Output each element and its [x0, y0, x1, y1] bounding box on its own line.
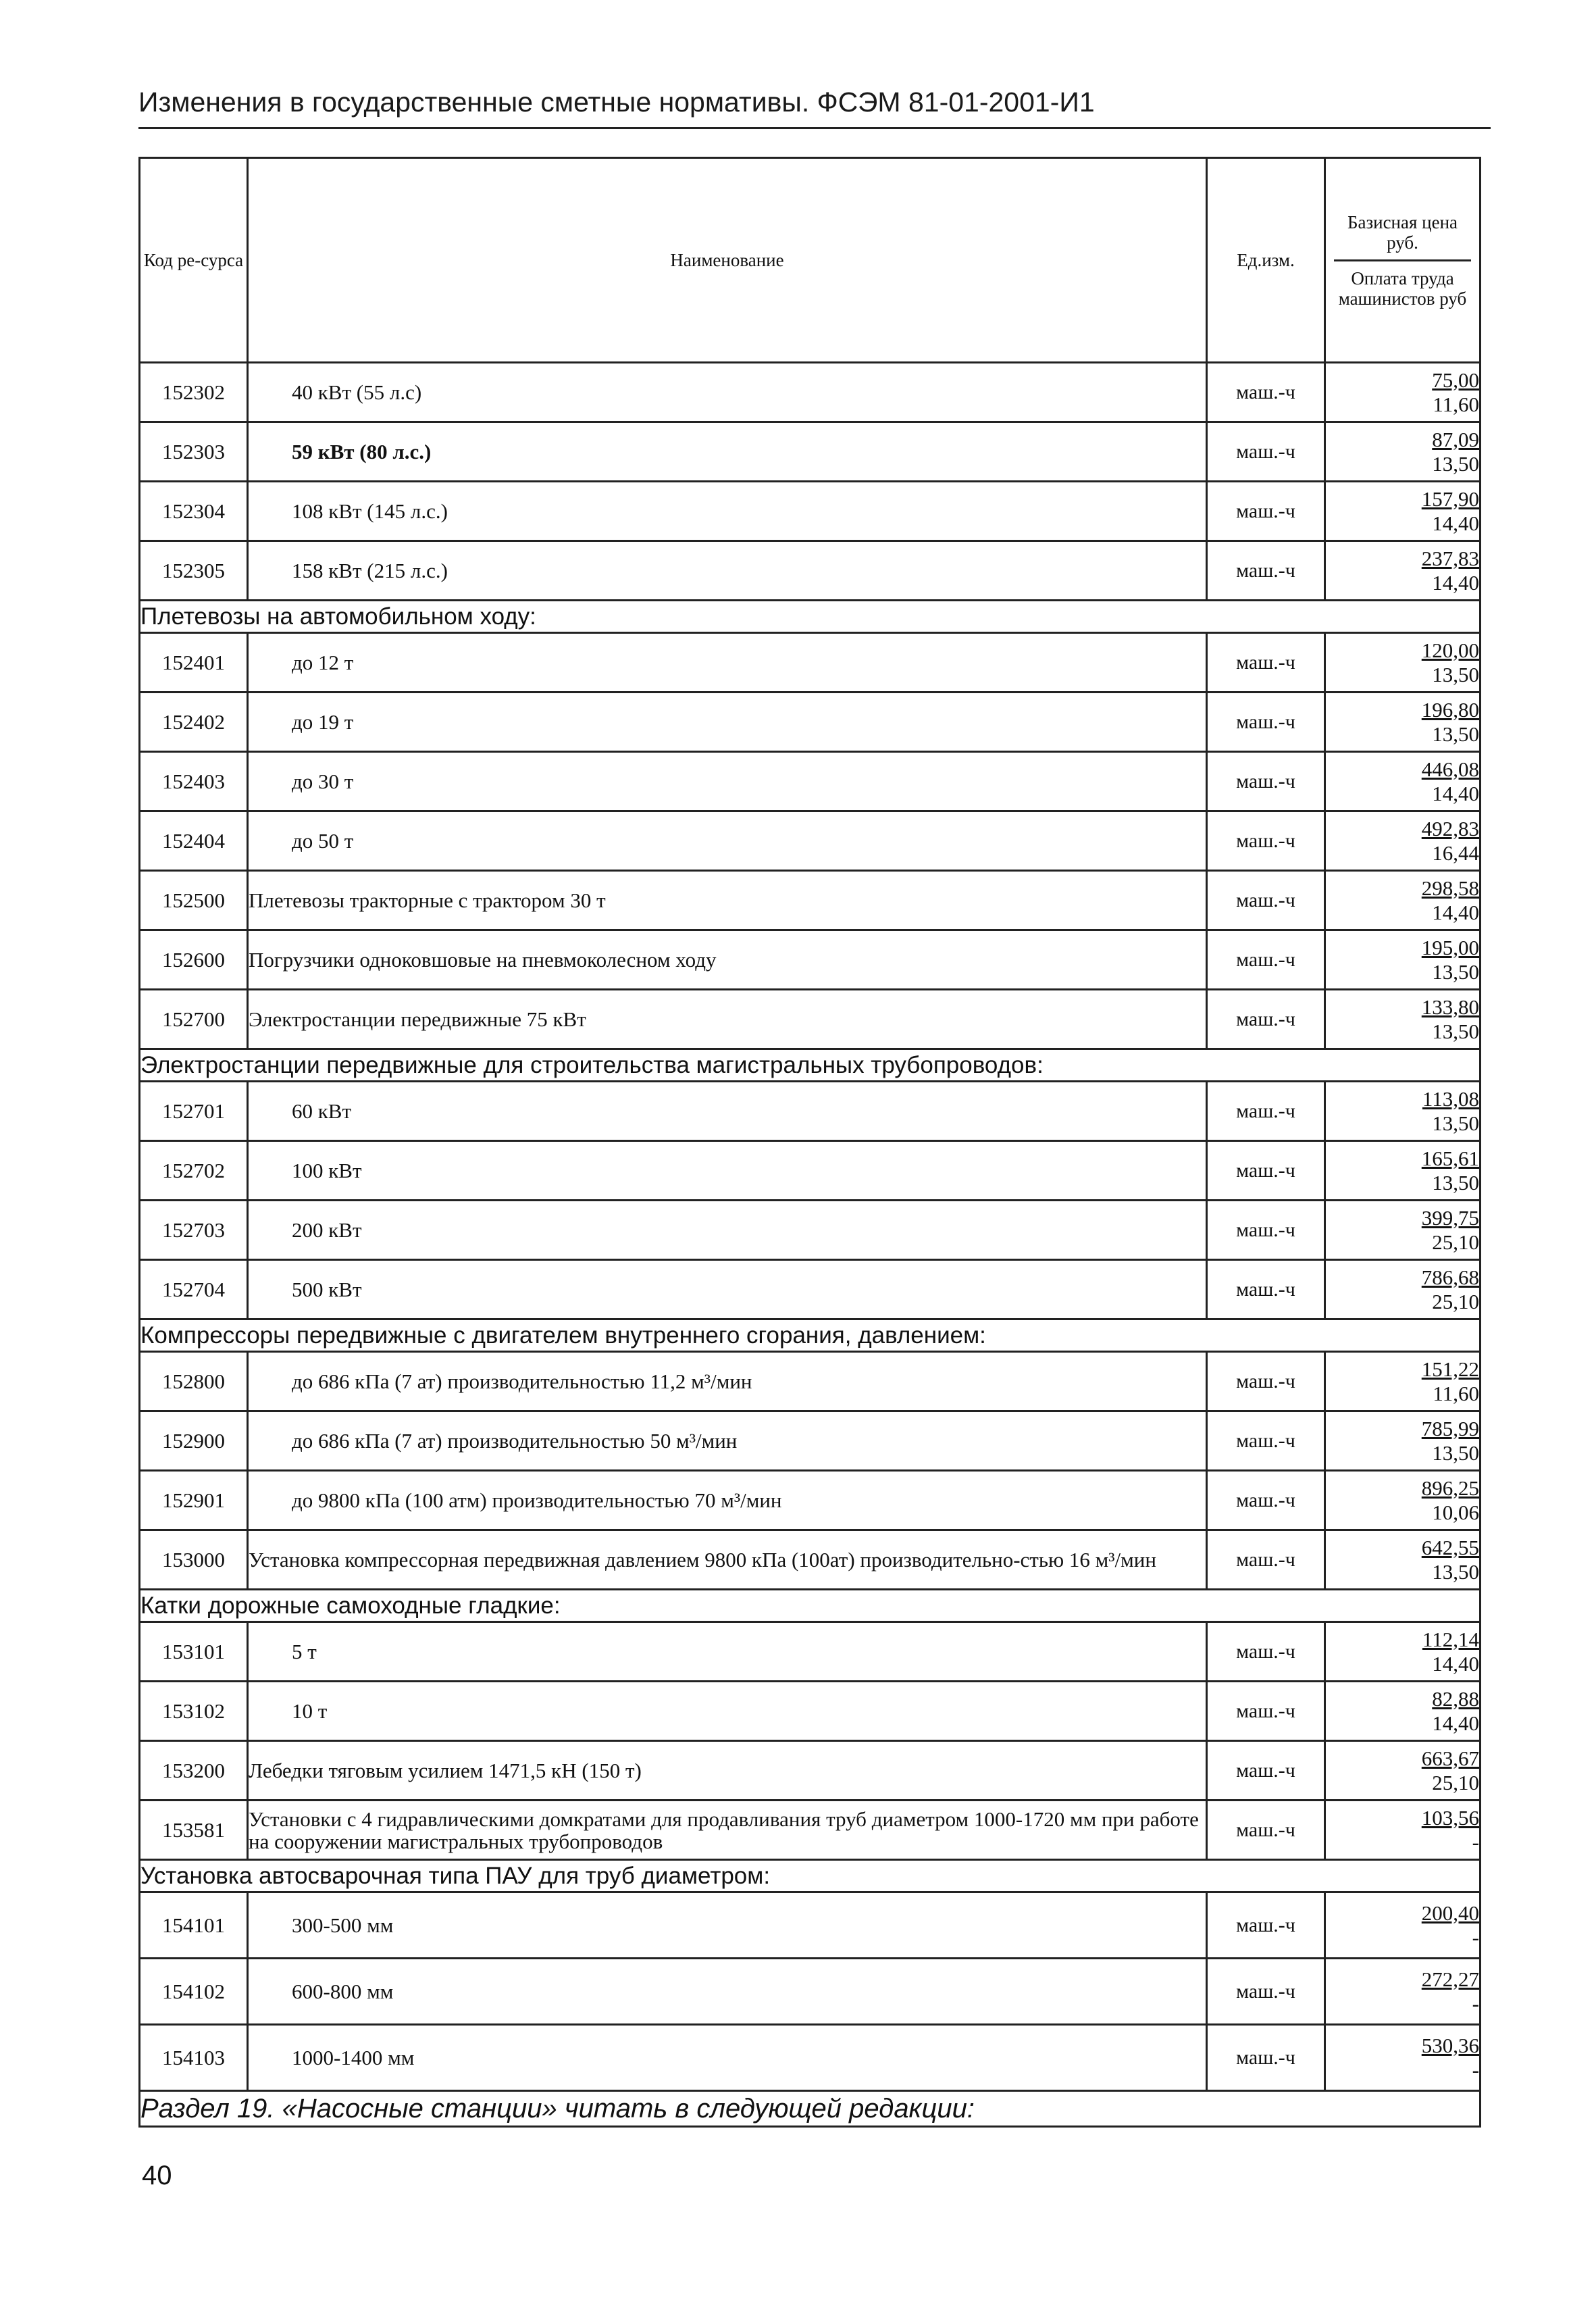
table-row — [140, 363, 1481, 422]
base-price: 165,61 — [1421, 1146, 1479, 1170]
resource-unit: маш.-ч — [1207, 1260, 1325, 1319]
section-19-note: Раздел 19. «Насосные станции» читать в следующей редакции: — [140, 2091, 1481, 2127]
table-row — [140, 930, 1481, 990]
table-row — [140, 1141, 1481, 1201]
operator-wage: 14,40 — [1432, 1711, 1479, 1735]
page-header-title: Изменения в государственные сметные нормативы. ФСЭМ 81-01-2001-И1 — [138, 86, 1095, 118]
price-cell — [1325, 2025, 1481, 2091]
base-price: 120,00 — [1421, 638, 1479, 662]
price-cell — [1325, 482, 1481, 541]
resource-unit: маш.-ч — [1207, 1622, 1325, 1682]
resource-code: 152701 — [140, 1082, 248, 1141]
resource-code: 153000 — [140, 1530, 248, 1590]
price-cell — [1325, 811, 1481, 871]
table-body — [140, 363, 1481, 2091]
resource-name: Установки с 4 гидравлическими домкратами для продавливания труб диаметром 1000-1720 мм при работе на сооружении магистральных трубопроводов — [248, 1801, 1207, 1860]
table-row — [140, 1682, 1481, 1741]
resource-name: Установка компрессорная передвижная давлением 9800 кПа (100ат) производительно-стью 16 м³/мин — [248, 1530, 1207, 1590]
section-footer-row — [140, 2091, 1481, 2127]
base-price: 75,00 — [1432, 368, 1479, 392]
group-label: Компрессоры передвижные с двигателем внутреннего сгорания, давлением: — [140, 1319, 1481, 1352]
resource-unit: маш.-ч — [1207, 752, 1325, 811]
price-cell — [1325, 1892, 1481, 1959]
table-row — [140, 871, 1481, 930]
base-price: 896,25 — [1421, 1476, 1479, 1500]
table-row — [140, 541, 1481, 601]
resource-unit: маш.-ч — [1207, 1082, 1325, 1141]
resource-code: 152401 — [140, 633, 248, 693]
resource-unit: маш.-ч — [1207, 693, 1325, 752]
table-row — [140, 1622, 1481, 1682]
group-label: Электростанции передвижные для строительства магистральных трубопроводов: — [140, 1049, 1481, 1082]
resource-code: 152403 — [140, 752, 248, 811]
table-row — [140, 1201, 1481, 1260]
resource-name: Лебедки тяговым усилием 1471,5 кН (150 т) — [248, 1741, 1207, 1801]
resource-name: 500 кВт — [248, 1260, 1207, 1319]
resource-name: до 9800 кПа (100 атм) производительностью 70 м³/мин — [248, 1471, 1207, 1530]
table-row — [140, 1741, 1481, 1801]
base-price: 82,88 — [1432, 1686, 1479, 1711]
table-row — [140, 990, 1481, 1049]
table-row — [140, 1471, 1481, 1530]
resource-name: 600-800 мм — [248, 1959, 1207, 2025]
resource-name: до 50 т — [248, 811, 1207, 871]
base-price: 157,90 — [1421, 486, 1479, 511]
price-cell — [1325, 990, 1481, 1049]
operator-wage: 14,40 — [1432, 570, 1479, 595]
resource-unit: маш.-ч — [1207, 363, 1325, 422]
column-header-unit: Ед.изм. — [1207, 158, 1325, 363]
resource-code: 154101 — [140, 1892, 248, 1959]
column-header-code: Код ре-сурса — [140, 158, 248, 363]
table-row — [140, 482, 1481, 541]
operator-wage: 13,50 — [1432, 451, 1479, 476]
resource-unit: маш.-ч — [1207, 1741, 1325, 1801]
base-price: 237,83 — [1421, 546, 1479, 570]
resource-unit: маш.-ч — [1207, 1201, 1325, 1260]
base-price: 298,58 — [1421, 876, 1479, 900]
resource-code: 152500 — [140, 871, 248, 930]
base-price: 399,75 — [1421, 1205, 1479, 1230]
resource-code: 153581 — [140, 1801, 248, 1860]
group-header-row — [140, 1860, 1481, 1892]
group-label: Плетевозы на автомобильном ходу: — [140, 601, 1481, 633]
resource-code: 152700 — [140, 990, 248, 1049]
operator-wage: - — [1472, 1830, 1479, 1854]
resource-unit: маш.-ч — [1207, 482, 1325, 541]
resource-unit: маш.-ч — [1207, 422, 1325, 482]
operator-wage: 14,40 — [1432, 900, 1479, 924]
table-row — [140, 1082, 1481, 1141]
price-cell — [1325, 1082, 1481, 1141]
base-price: 200,40 — [1421, 1901, 1479, 1925]
resource-code: 154102 — [140, 1959, 248, 2025]
base-price: 663,67 — [1421, 1746, 1479, 1770]
price-cell — [1325, 633, 1481, 693]
price-cell — [1325, 1201, 1481, 1260]
resource-name: Электростанции передвижные 75 кВт — [248, 990, 1207, 1049]
price-cell — [1325, 1352, 1481, 1411]
price-cell — [1325, 363, 1481, 422]
price-cell — [1325, 1741, 1481, 1801]
resource-name: 200 кВт — [248, 1201, 1207, 1260]
resource-name: до 686 кПа (7 ат) производительностью 50 м³/мин — [248, 1411, 1207, 1471]
resource-name: 59 кВт (80 л.с.) — [248, 422, 1207, 482]
price-cell — [1325, 1622, 1481, 1682]
group-label: Установка автосварочная типа ПАУ для труб диаметром: — [140, 1860, 1481, 1892]
price-cell — [1325, 1411, 1481, 1471]
price-cell — [1325, 541, 1481, 601]
table-row — [140, 752, 1481, 811]
resource-code: 152303 — [140, 422, 248, 482]
resource-name: 300-500 мм — [248, 1892, 1207, 1959]
table-row — [140, 1352, 1481, 1411]
base-price: 113,08 — [1422, 1086, 1479, 1111]
resource-name: до 19 т — [248, 693, 1207, 752]
resource-code: 152600 — [140, 930, 248, 990]
operator-wage: 13,50 — [1432, 1440, 1479, 1465]
resource-unit: маш.-ч — [1207, 1352, 1325, 1411]
base-price: 195,00 — [1421, 935, 1479, 959]
price-cell — [1325, 752, 1481, 811]
resource-unit: маш.-ч — [1207, 1892, 1325, 1959]
group-label: Катки дорожные самоходные гладкие: — [140, 1590, 1481, 1622]
resource-name: 108 кВт (145 л.с.) — [248, 482, 1207, 541]
table-row — [140, 633, 1481, 693]
resource-name: до 30 т — [248, 752, 1207, 811]
base-price: 530,36 — [1421, 2033, 1479, 2057]
column-header-price — [1325, 158, 1481, 363]
resource-unit: маш.-ч — [1207, 811, 1325, 871]
resource-code: 153200 — [140, 1741, 248, 1801]
operator-wage: 13,50 — [1432, 662, 1479, 686]
operator-wage: 25,10 — [1432, 1230, 1479, 1254]
operator-wage: - — [1472, 1991, 1479, 2015]
table-row — [140, 1411, 1481, 1471]
resource-code: 152800 — [140, 1352, 248, 1411]
resource-name: 1000-1400 мм — [248, 2025, 1207, 2091]
resource-name: 100 кВт — [248, 1141, 1207, 1201]
price-cell — [1325, 930, 1481, 990]
resource-unit: маш.-ч — [1207, 2025, 1325, 2091]
operator-wage: 11,60 — [1433, 392, 1479, 416]
table-row — [140, 422, 1481, 482]
table-row — [140, 693, 1481, 752]
header-rule — [138, 127, 1491, 129]
resource-code: 152305 — [140, 541, 248, 601]
resource-name: Плетевозы тракторные с трактором 30 т — [248, 871, 1207, 930]
table-row — [140, 1892, 1481, 1959]
resource-unit: маш.-ч — [1207, 541, 1325, 601]
operator-wage: 16,44 — [1432, 840, 1479, 865]
group-header-row — [140, 1049, 1481, 1082]
resource-name: 5 т — [248, 1622, 1207, 1682]
column-header-wage: Оплата труда машинистов руб — [1338, 268, 1467, 309]
resource-code: 152302 — [140, 363, 248, 422]
resource-name: Погрузчики одноковшовые на пневмоколесном ходу — [248, 930, 1207, 990]
resource-name: до 12 т — [248, 633, 1207, 693]
table-row — [140, 1260, 1481, 1319]
price-cell — [1325, 1260, 1481, 1319]
group-header-row — [140, 601, 1481, 633]
operator-wage: 13,50 — [1432, 1559, 1479, 1584]
table-row — [140, 1801, 1481, 1860]
price-cell — [1325, 871, 1481, 930]
base-price: 112,14 — [1422, 1627, 1479, 1651]
column-header-base-price: Базисная цена руб. — [1334, 212, 1471, 261]
page-number: 40 — [142, 2161, 172, 2190]
price-cell — [1325, 1959, 1481, 2025]
base-price: 785,99 — [1421, 1416, 1479, 1440]
operator-wage: 13,50 — [1432, 1111, 1479, 1135]
resource-name: 60 кВт — [248, 1082, 1207, 1141]
resource-name: 40 кВт (55 л.с) — [248, 363, 1207, 422]
resource-code: 152704 — [140, 1260, 248, 1319]
operator-wage: 14,40 — [1432, 511, 1479, 535]
base-price: 642,55 — [1421, 1535, 1479, 1559]
base-price: 196,80 — [1421, 697, 1479, 722]
operator-wage: 13,50 — [1432, 722, 1479, 746]
resource-name: 158 кВт (215 л.с.) — [248, 541, 1207, 601]
resource-code: 152402 — [140, 693, 248, 752]
operator-wage: 11,60 — [1433, 1381, 1479, 1405]
resource-unit: маш.-ч — [1207, 633, 1325, 693]
operator-wage: 14,40 — [1432, 1651, 1479, 1676]
operator-wage: 25,10 — [1432, 1770, 1479, 1794]
resource-unit: маш.-ч — [1207, 1411, 1325, 1471]
base-price: 446,08 — [1421, 757, 1479, 781]
operator-wage: 14,40 — [1432, 781, 1479, 805]
price-cell — [1325, 422, 1481, 482]
base-price: 786,68 — [1421, 1265, 1479, 1289]
resource-unit: маш.-ч — [1207, 990, 1325, 1049]
group-header-row — [140, 1590, 1481, 1622]
resource-code: 153101 — [140, 1622, 248, 1682]
resource-code: 152703 — [140, 1201, 248, 1260]
resource-name: до 686 кПа (7 ат) производительностью 11,2 м³/мин — [248, 1352, 1207, 1411]
operator-wage: - — [1472, 2057, 1479, 2082]
operator-wage: 25,10 — [1432, 1289, 1479, 1313]
resource-code: 152702 — [140, 1141, 248, 1201]
base-price: 151,22 — [1421, 1357, 1479, 1381]
operator-wage: 13,50 — [1432, 959, 1479, 984]
resource-unit: маш.-ч — [1207, 1959, 1325, 2025]
resource-unit: маш.-ч — [1207, 930, 1325, 990]
resource-unit: маш.-ч — [1207, 871, 1325, 930]
resource-code: 152900 — [140, 1411, 248, 1471]
resource-code: 152901 — [140, 1471, 248, 1530]
price-cell — [1325, 1682, 1481, 1741]
operator-wage: 13,50 — [1432, 1019, 1479, 1043]
table-row — [140, 2025, 1481, 2091]
resource-unit: маш.-ч — [1207, 1801, 1325, 1860]
resource-code: 152304 — [140, 482, 248, 541]
operator-wage: 10,06 — [1432, 1500, 1479, 1524]
base-price: 133,80 — [1421, 995, 1479, 1019]
group-header-row — [140, 1319, 1481, 1352]
price-cell — [1325, 1801, 1481, 1860]
resource-unit: маш.-ч — [1207, 1682, 1325, 1741]
resource-unit: маш.-ч — [1207, 1141, 1325, 1201]
price-cell — [1325, 1471, 1481, 1530]
base-price: 87,09 — [1432, 427, 1479, 451]
operator-wage: - — [1472, 1925, 1479, 1949]
resource-table — [138, 157, 1481, 2128]
resource-unit: маш.-ч — [1207, 1530, 1325, 1590]
resource-code: 152404 — [140, 811, 248, 871]
base-price: 272,27 — [1421, 1967, 1479, 1991]
resource-code: 153102 — [140, 1682, 248, 1741]
base-price: 103,56 — [1421, 1805, 1479, 1830]
price-cell — [1325, 693, 1481, 752]
resource-name: 10 т — [248, 1682, 1207, 1741]
resource-code: 154103 — [140, 2025, 248, 2091]
table-row — [140, 1530, 1481, 1590]
table-row — [140, 811, 1481, 871]
resource-unit: маш.-ч — [1207, 1471, 1325, 1530]
price-cell — [1325, 1141, 1481, 1201]
base-price: 492,83 — [1421, 816, 1479, 840]
table-header-row — [140, 158, 1481, 363]
table-row — [140, 1959, 1481, 2025]
operator-wage: 13,50 — [1432, 1170, 1479, 1194]
price-cell — [1325, 1530, 1481, 1590]
column-header-name: Наименование — [248, 158, 1207, 363]
